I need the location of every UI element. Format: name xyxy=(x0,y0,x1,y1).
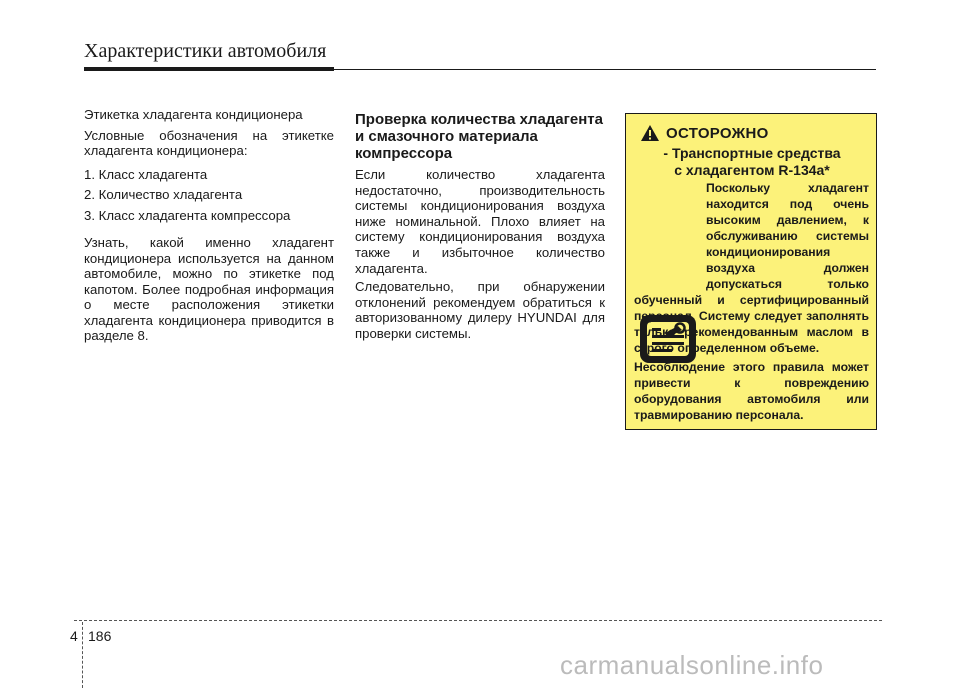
warning-subtitle-line1: - Транспортные средства xyxy=(663,145,841,161)
warning-triangle-icon xyxy=(640,124,660,142)
warning-subtitle xyxy=(626,145,878,179)
header-title: Характеристики автомобиля xyxy=(84,40,327,62)
warning-subtitle-line2: с хладагентом R-134a* xyxy=(674,162,830,178)
chapter-number: 4 xyxy=(70,628,78,644)
footer-rule xyxy=(74,620,882,621)
left-column xyxy=(84,107,334,349)
label-items-list xyxy=(84,167,334,224)
label-location-paragraph: Узнать, какой именно хладагент кондиционера используется на данном автомобиле, можно по этикетке под капотом. Более подробная информация о месте расположения этикетки хладагента кондиционера приводится в разделе 8. xyxy=(84,235,334,343)
list-item: 2. Количество хладагента xyxy=(84,187,243,202)
header-rule-thin xyxy=(334,69,876,70)
watermark: carmanualsonline.info xyxy=(560,650,824,680)
refrigerant-paragraph: Если количество хладагента недостаточно, производительность системы кондиционирования воздуха ниже номинальной. Плохо влияет на систему кондиционирования воздуха также и избыточное количество хладагента. xyxy=(355,167,605,276)
header-rule-thick xyxy=(84,67,334,71)
warning-box xyxy=(625,113,877,430)
label-intro: Условные обозначения на этикетке хладагента кондиционера: xyxy=(84,127,334,158)
warning-body xyxy=(634,180,869,426)
page-number: 186 xyxy=(88,628,112,644)
list-item: 3. Класс хладагента компрессора xyxy=(84,207,291,223)
warning-paragraph-2: Несоблюдение этого правила может привести к повреждению оборудования автомобиля или травмированию персонала. xyxy=(634,360,869,422)
icon-wrap-spacer xyxy=(634,180,706,292)
section-heading: Проверка количества хладагента и смазочного материала компрессора xyxy=(355,111,603,162)
label-heading: Этикетка хладагента кондиционера xyxy=(84,107,303,122)
warning-header xyxy=(640,124,769,142)
middle-column xyxy=(355,111,605,345)
footer-divider xyxy=(82,622,83,688)
warning-title: ОСТОРОЖНО xyxy=(666,124,769,142)
list-item: 1. Класс хладагента xyxy=(84,166,208,182)
warning-paragraph-1: Поскольку хладагент находится под очень высоким давлением, к обслуживанию системы кондиционирования воздуха должен допускаться только обученный и сертифицированный персонал. Систему следует заполнять только рекомендованным маслом в строго определенном объеме. xyxy=(634,181,869,355)
dealer-paragraph: Следовательно, при обнаружении отклонений рекомендуем обратиться к авторизованному дилеру HYUNDAI для проверки системы. xyxy=(355,279,605,341)
